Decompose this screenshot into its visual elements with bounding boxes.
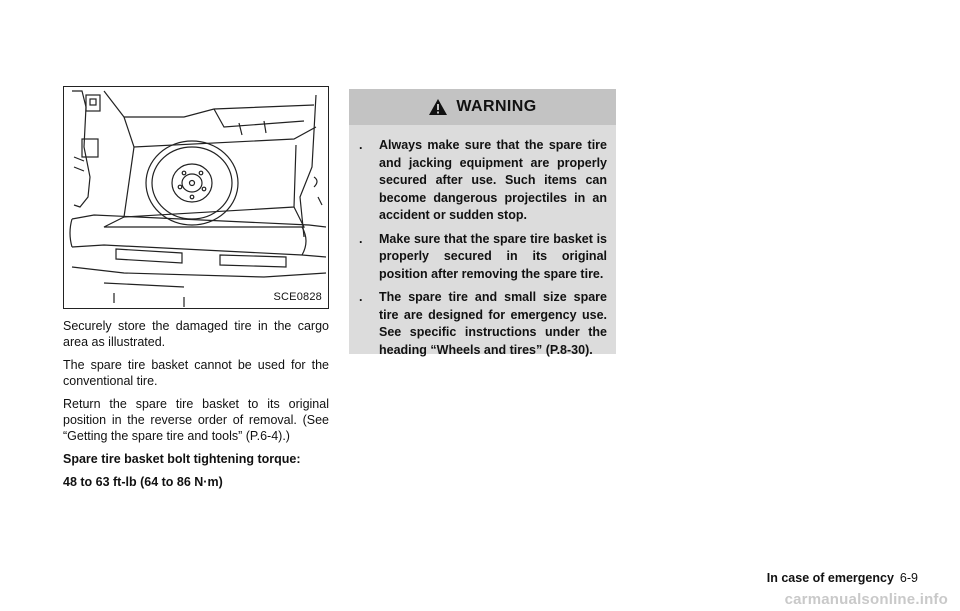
warning-box bbox=[349, 89, 616, 357]
warning-title: WARNING bbox=[456, 98, 537, 115]
watermark: carmanualsonline.info bbox=[784, 591, 948, 608]
torque-value: 48 to 63 ft-lb (64 to 86 N·m) bbox=[63, 475, 223, 489]
torque-label: Spare tire basket bolt tightening torque: bbox=[63, 452, 301, 466]
warning-triangle-icon bbox=[428, 98, 448, 116]
bullet: . bbox=[359, 231, 363, 246]
cargo-area-illustration bbox=[63, 86, 329, 309]
figure-code: SCE0828 bbox=[273, 291, 322, 303]
bullet: . bbox=[359, 138, 363, 152]
warning-header bbox=[349, 89, 616, 125]
spare-tire-drawing bbox=[64, 87, 329, 309]
warning-item bbox=[359, 231, 607, 284]
warning-item-text: Always make sure that the spare tire and jacking equipment are properly secured after use. Such items can become dangerous projectiles in an accident or sudden stop. bbox=[379, 138, 607, 222]
bullet: . bbox=[359, 290, 363, 304]
page-number: 6-9 bbox=[899, 571, 918, 585]
paragraph: The spare tire basket cannot be used for the conventional tire. bbox=[63, 358, 329, 388]
paragraph: Securely store the damaged tire in the cargo area as illustrated. bbox=[63, 319, 329, 349]
warning-item bbox=[359, 289, 607, 359]
warning-item-text: Make sure that the spare tire basket is properly secured in its original position after removing the spare tire. bbox=[379, 231, 607, 281]
warning-list bbox=[359, 137, 607, 365]
page-footer bbox=[767, 571, 918, 585]
paragraph: Return the spare tire basket to its original position in the reverse order of removal. (See “Getting the spare tire and tools” (P.6-4).) bbox=[63, 397, 329, 443]
body-text bbox=[63, 318, 329, 497]
warning-item-text: The spare tire and small size spare tire are designed for emergency use. See specific instructions under the heading “Wheels and tires” (P.8-30). bbox=[379, 290, 607, 357]
section-title: In case of emergency bbox=[766, 571, 894, 585]
warning-item bbox=[359, 137, 607, 225]
